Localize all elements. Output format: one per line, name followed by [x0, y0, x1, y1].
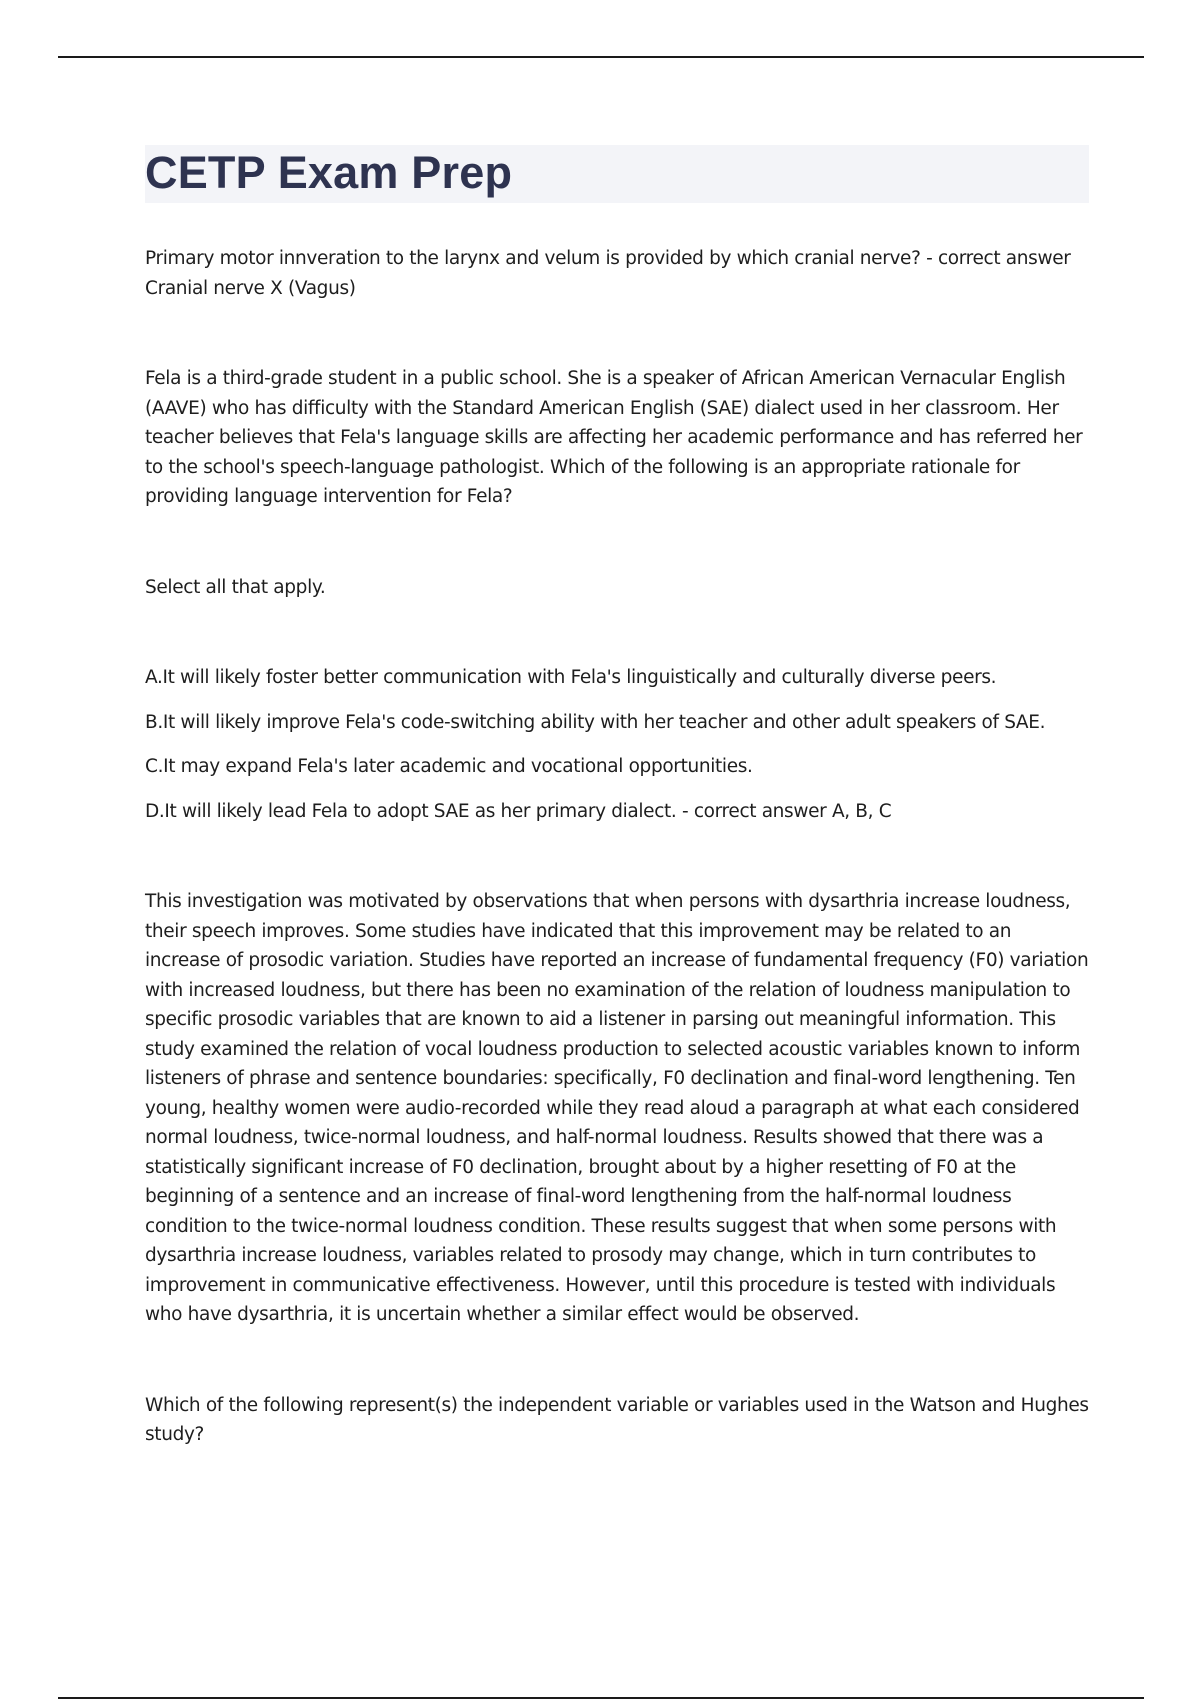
option-c: C.It may expand Fela's later academic and vocational opportunities.: [145, 756, 753, 777]
study-abstract: This investigation was motivated by observations that when persons with dysarthria increase loudness, their speech improves. Some studies have indicated that this improvement may be related to an increase of prosodic variation. Studies have reported an increase of fundamental frequency (F0) variation with increased loudness, but there has been no examination of the relation of loudness manipulation to specific prosodic variables that are known to aid a listener in parsing out meaningful information. This study examined the relation of vocal loudness production to selected acoustic variables known to inform listeners of phrase and sentence boundaries: specifically, F0 declination and final-word lengthening. Ten young, healthy women were audio-recorded while they read aloud a paragraph at what each considered normal loudness, twice-normal loudness, and half-normal loudness. Results showed that there was a statistically significant increase of F0 declination, brought about by a higher resetting of F0 at the beginning of a sentence and an increase of final-word lengthening from the half-normal loudness condition to the twice-normal loudness condition. These results suggest that when some persons with dysarthria increase loudness, variables related to prosody may change, which in turn contributes to improvement in communicative effectiveness. However, until this procedure is tested with individuals who have dysarthria, it is uncertain whether a similar effect would be observed.: [145, 891, 1089, 1325]
question-cranial-nerve: Primary motor innveration to the larynx and velum is provided by which cranial nerve? - correct answer Cranial nerve X (Vagus): [145, 248, 1071, 299]
option-a: A.It will likely foster better communication with Fela's linguistically and culturally diverse peers.: [145, 667, 997, 688]
option-d: D.It will likely lead Fela to adopt SAE as her primary dialect. - correct answer A, B, C: [145, 800, 892, 822]
question-fela-scenario: Fela is a third-grade student in a public school. She is a speaker of African American Vernacular English (AAVE) who has difficulty with the Standard American English (SAE) dialect used in her classroom. Her teacher believes that Fela's language skills are affecting her academic performance and has referred her to the school's speech-language pathologist. Which of the following is an appropriate rationale for providing language intervention for Fela?: [145, 368, 1083, 507]
bottom-divider: [58, 1697, 1144, 1699]
page-title: CETP Exam Prep: [145, 147, 513, 198]
select-all-instruction: Select all that apply.: [145, 576, 326, 598]
option-b: B.It will likely improve Fela's code-switching ability with her teacher and other adult speakers of SAE.: [145, 711, 1046, 733]
document-body: [145, 244, 1090, 1450]
top-divider: [58, 56, 1144, 58]
question-independent-variable: Which of the following represent(s) the independent variable or variables used in the Watson and Hughes study?: [145, 1394, 1089, 1445]
